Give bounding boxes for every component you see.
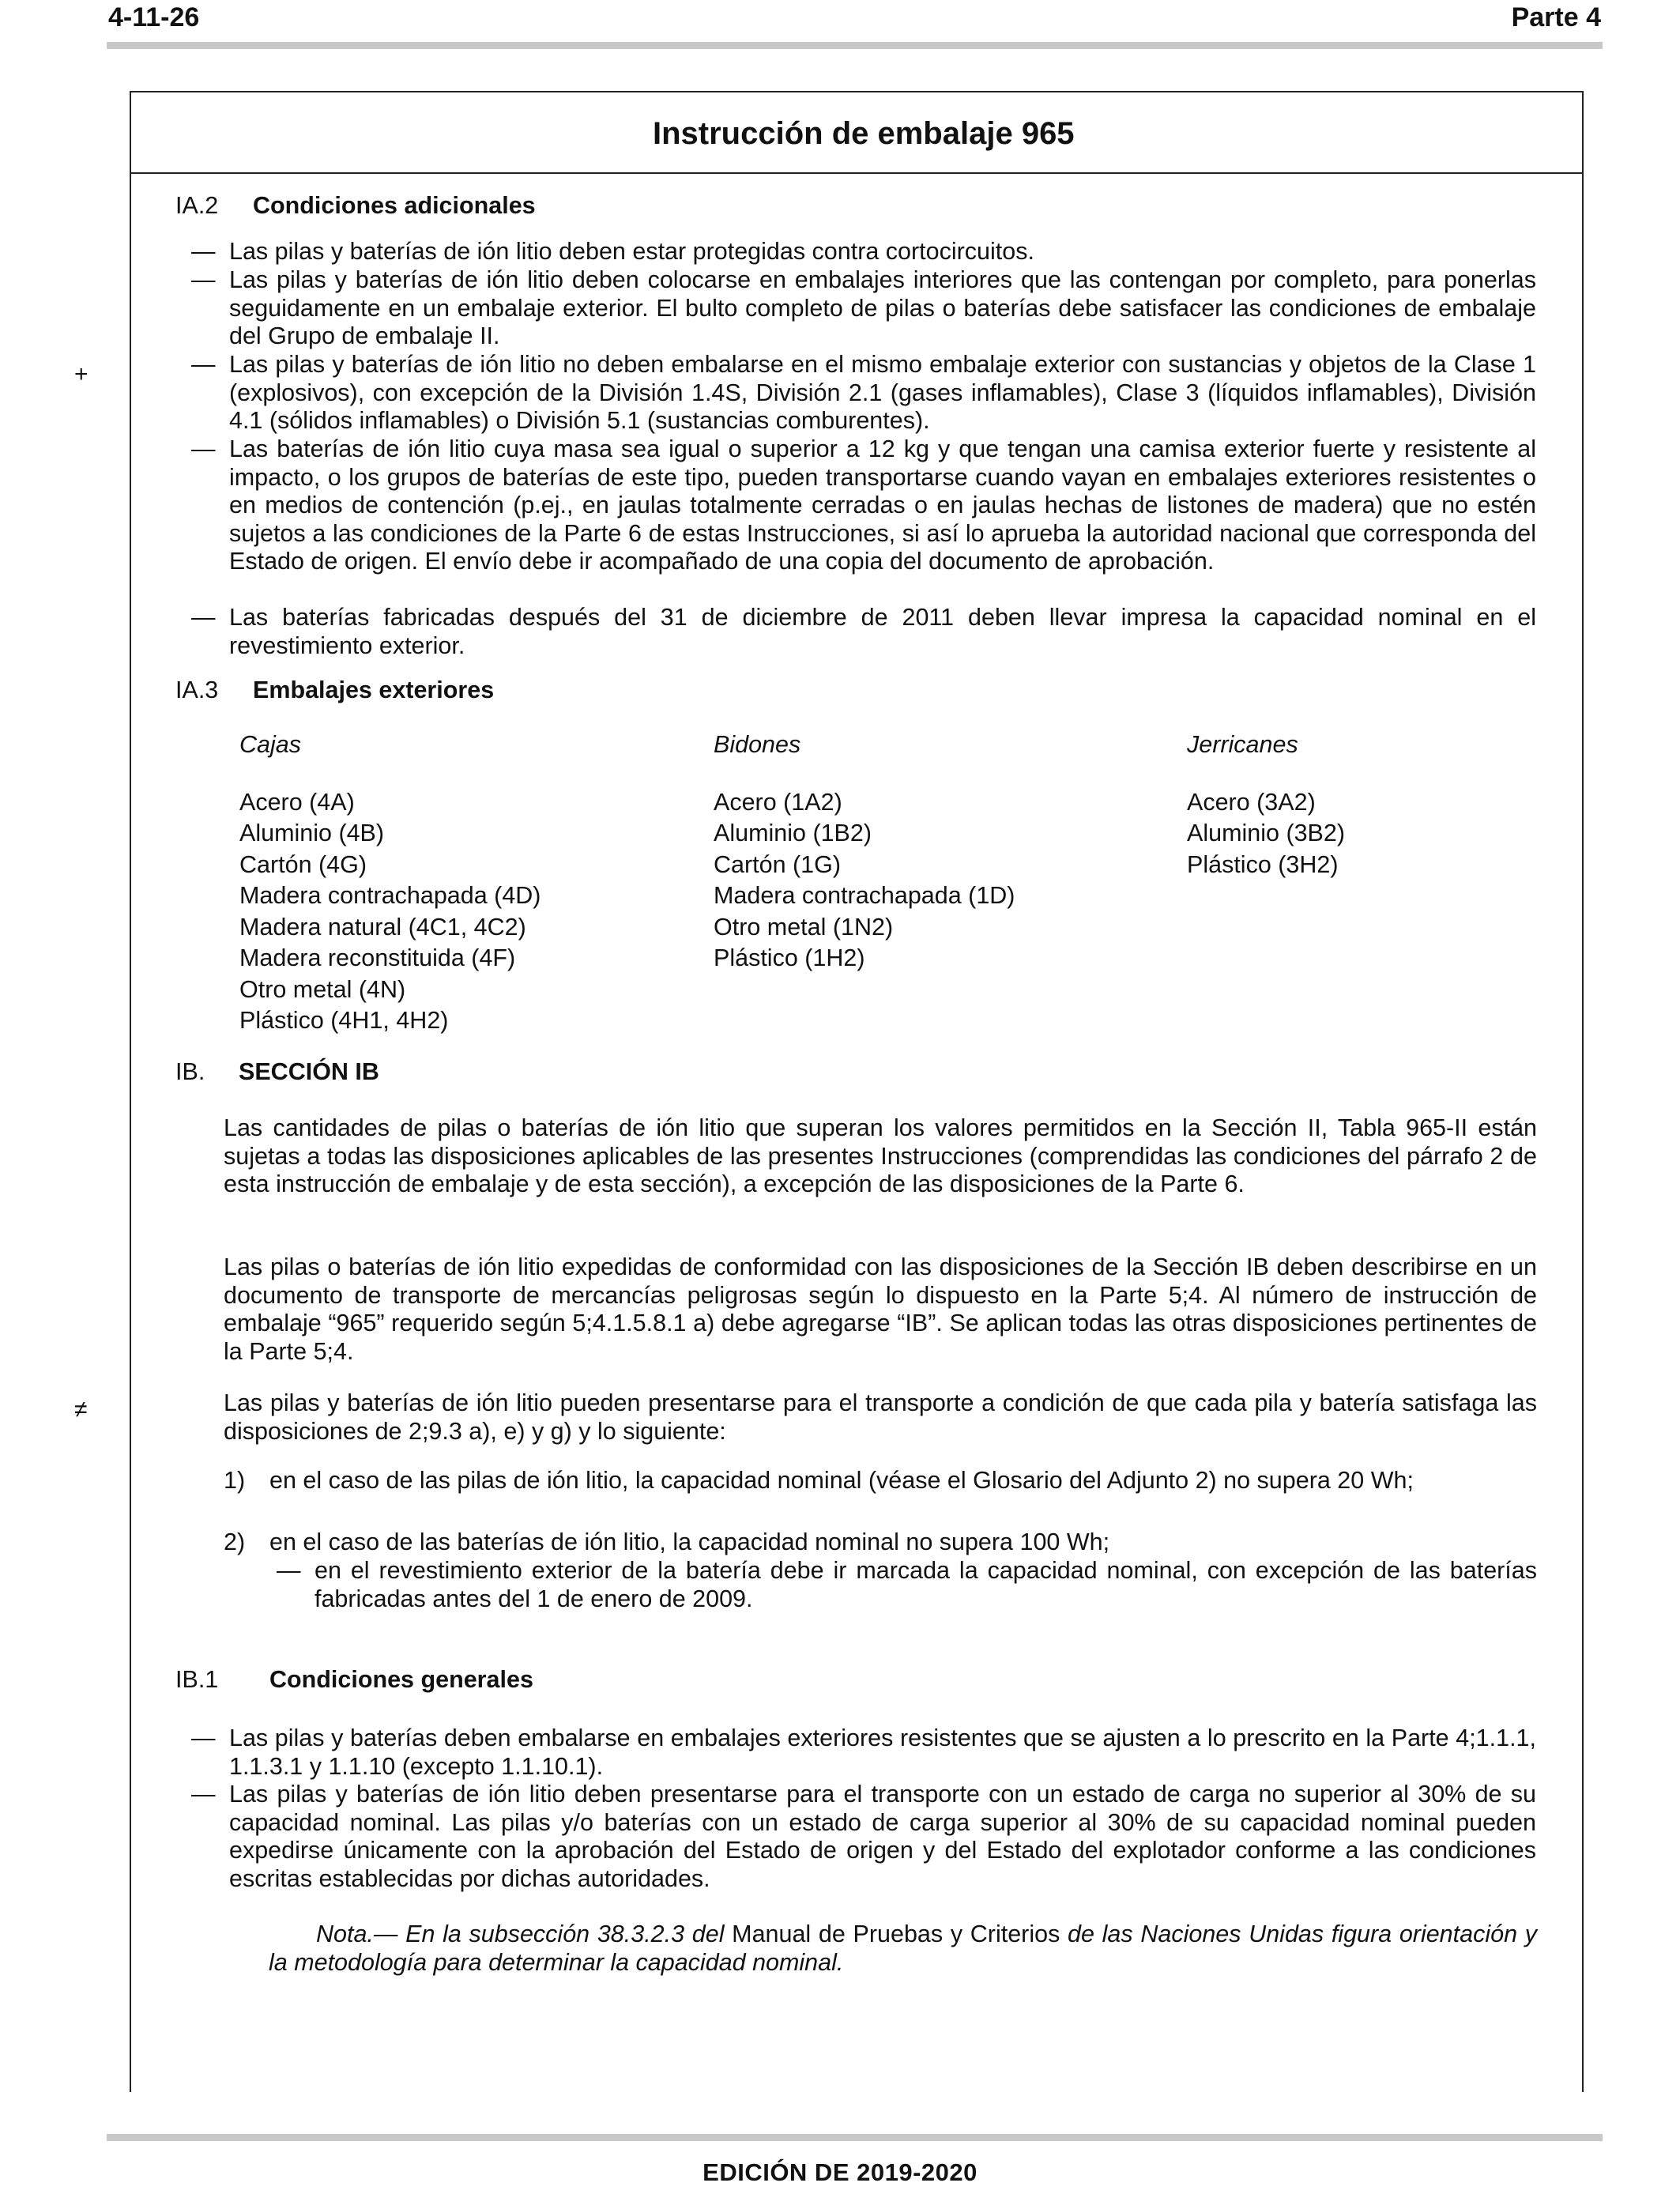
numbered-item-text: en el caso de las pilas de ión litio, la capacidad nominal (véase el Glosario del Adjunto 2) no supera 20 Wh; — [269, 1467, 1414, 1494]
list-item-text: Las baterías fabricadas después del 31 de diciembre de 2011 deben llevar impresa la capacidad nominal en el revestimiento exterior. — [229, 604, 1536, 659]
paragraph: Las cantidades de pilas o baterías de ión litio que superan los valores permitidos en la Sección II, Tabla 965-II están sujetas a todas las disposiciones aplicables de las presentes Instrucciones (comprendidas las condiciones del párrafo 2 de esta instrucción de embalaje y de esta sección), a excepción de las disposiciones de la Parte 6. — [224, 1114, 1537, 1198]
section-title-ia2: Condiciones adicionales — [253, 192, 536, 219]
footer-rule — [107, 2134, 1603, 2141]
sub-list-item — [277, 1557, 1537, 1613]
section-number-ib1: IB.1 — [175, 1666, 219, 1693]
item-number: 1) — [224, 1467, 246, 1494]
packaging-item: Madera contrachapada (4D) — [239, 882, 541, 910]
packaging-column-bidones — [714, 731, 1015, 974]
packaging-item: Cartón (4G) — [239, 850, 367, 878]
column-heading: Bidones — [714, 731, 801, 758]
list-item — [191, 238, 1536, 266]
packaging-item: Plástico (4H1, 4H2) — [239, 1007, 449, 1035]
dash-bullet: — — [191, 238, 216, 265]
packaging-item: Aluminio (4B) — [239, 820, 385, 847]
packaging-column-cajas — [239, 731, 541, 1037]
section-number-ia2: IA.2 — [175, 192, 219, 219]
dash-bullet: — — [191, 435, 216, 462]
dash-bullet: — — [191, 604, 216, 631]
numbered-item-text: en el caso de las baterías de ión litio, la capacidad nominal no supera 100 Wh; — [269, 1529, 1110, 1555]
list-item-text: en el revestimiento exterior de la batería debe ir marcada la capacidad nominal, con excepción de las baterías fabricadas antes del 1 de enero de 2009. — [315, 1557, 1537, 1612]
packaging-item: Madera contrachapada (1D) — [714, 882, 1015, 910]
list-item-text: Las pilas y baterías de ión litio deben estar protegidas contra cortocircuitos. — [229, 238, 1034, 265]
list-item — [191, 1725, 1536, 1781]
packaging-item: Acero (1A2) — [714, 788, 842, 816]
packaging-item: Plástico (3H2) — [1187, 850, 1339, 878]
page-number: 4-11-26 — [108, 2, 200, 32]
item-number: 2) — [224, 1529, 246, 1555]
packaging-item: Aluminio (3B2) — [1187, 820, 1346, 847]
part-label: Parte 4 — [1511, 2, 1601, 32]
column-heading: Jerricanes — [1187, 731, 1298, 758]
column-heading: Cajas — [239, 731, 301, 758]
packaging-item: Plástico (1H2) — [714, 944, 865, 972]
paragraph: Las pilas o baterías de ión litio expedidas de conformidad con las disposiciones de la Sección IB deben describirse en un documento de transporte de mercancías peligrosas según lo dispuesto en la Parte 5;4. Al número de instrucción de embalaje “965” requerido según 5;4.1.5.8.1 a) debe agregarse “IB”. Se aplican todas las otras disposiciones pertinentes de la Parte 5;4. — [224, 1253, 1537, 1365]
packaging-item: Otro metal (4N) — [239, 975, 406, 1003]
title-rule — [130, 172, 1584, 174]
section-title-ib: SECCIÓN IB — [239, 1058, 379, 1085]
list-item — [191, 1781, 1536, 1893]
list-item — [191, 435, 1536, 576]
paragraph: Las pilas y baterías de ión litio pueden presentarse para el transporte a condición de que cada pila y batería satisfaga las disposiciones de 2;9.3 a), e) y g) y lo siguiente: — [224, 1389, 1537, 1445]
list-item — [191, 604, 1536, 660]
packaging-item: Otro metal (1N2) — [714, 913, 894, 941]
header-rule — [107, 42, 1603, 49]
list-item-text: Las pilas y baterías de ión litio no deben embalarse en el mismo embalaje exterior con sustancias y objetos de la Clase 1 (explosivos), con excepción de la División 1.4S, División 2.1 (gases inflamables), Clase 3 (líquidos inflamables), División 4.1 (sólidos inflamables) o División 5.1 (sustancias comburentes). — [229, 351, 1536, 435]
edition-footer: EDICIÓN DE 2019-2020 — [703, 2158, 977, 2186]
note-manual-title: Manual de Pruebas y Criterios — [732, 1921, 1060, 1947]
dash-bullet: — — [191, 351, 216, 378]
packaging-column-jerricanes — [1187, 731, 1345, 880]
section-number-ib: IB. — [175, 1058, 205, 1085]
section-number-ia3: IA.3 — [175, 677, 219, 703]
list-item — [191, 351, 1536, 435]
margin-plus-mark: + — [74, 361, 89, 387]
list-item-text: Las pilas y baterías deben embalarse en embalajes exteriores resistentes que se ajusten a lo prescrito en la Parte 4;1.1.1, 1.1.3.1 y 1.1.10 (excepto 1.1.10.1). — [229, 1725, 1536, 1780]
section-title-ia3: Embalajes exteriores — [253, 677, 495, 703]
page-title: Instrucción de embalaje 965 — [653, 116, 1075, 151]
note-text: de las Naciones Unidas figura orientación y la metodología para determinar la capacidad nominal. — [269, 1921, 1537, 1976]
note-text: Nota.— En la subsección 38.3.2.3 del — [316, 1921, 725, 1947]
packaging-item: Aluminio (1B2) — [714, 820, 872, 847]
section-title-ib1: Condiciones generales — [269, 1666, 533, 1693]
note-paragraph — [269, 1921, 1537, 1977]
dash-bullet: — — [191, 266, 216, 293]
dash-bullet: — — [191, 1781, 216, 1808]
list-item-text: Las pilas y baterías de ión litio deben colocarse en embalajes interiores que las contengan por completo, para ponerlas seguidamente en un embalaje exterior. El bulto completo de pilas o baterías debe satisfacer las condiciones de embalaje del Grupo de embalaje II. — [229, 266, 1536, 350]
packaging-item: Madera reconstituida (4F) — [239, 944, 516, 972]
packaging-item: Cartón (1G) — [714, 850, 842, 878]
list-item-text: Las pilas y baterías de ión litio deben presentarse para el transporte con un estado de carga no superior al 30% de su capacidad nominal. Las pilas y/o baterías con un estado de carga superior al 30% de su capacidad nominal pueden expedirse únicamente con la aprobación del Estado de origen y del Estado del explotador conforme a las condiciones escritas establecidas por dichas autoridades. — [229, 1781, 1536, 1892]
dash-bullet: — — [277, 1557, 301, 1584]
list-item — [191, 266, 1536, 351]
packaging-item: Madera natural (4C1, 4C2) — [239, 913, 526, 941]
packaging-item: Acero (3A2) — [1187, 788, 1316, 816]
packaging-item: Acero (4A) — [239, 788, 355, 816]
dash-bullet: — — [191, 1725, 216, 1751]
margin-neq-mark: ≠ — [74, 1397, 88, 1423]
list-item-text: Las baterías de ión litio cuya masa sea igual o superior a 12 kg y que tengan una camisa exterior fuerte y resistente al impacto, o los grupos de baterías de este tipo, pueden transportarse cuando vayan en embalajes exteriores resistentes o en medios de contención (p.ej., en jaulas totalmente cerradas o en jaulas hechas de listones de madera) que no estén sujetos a las condiciones de la Parte 6 de estas Instrucciones, si así lo aprueba la autoridad nacional que corresponda del Estado de origen. El envío debe ir acompañado de una copia del documento de aprobación. — [229, 435, 1536, 575]
